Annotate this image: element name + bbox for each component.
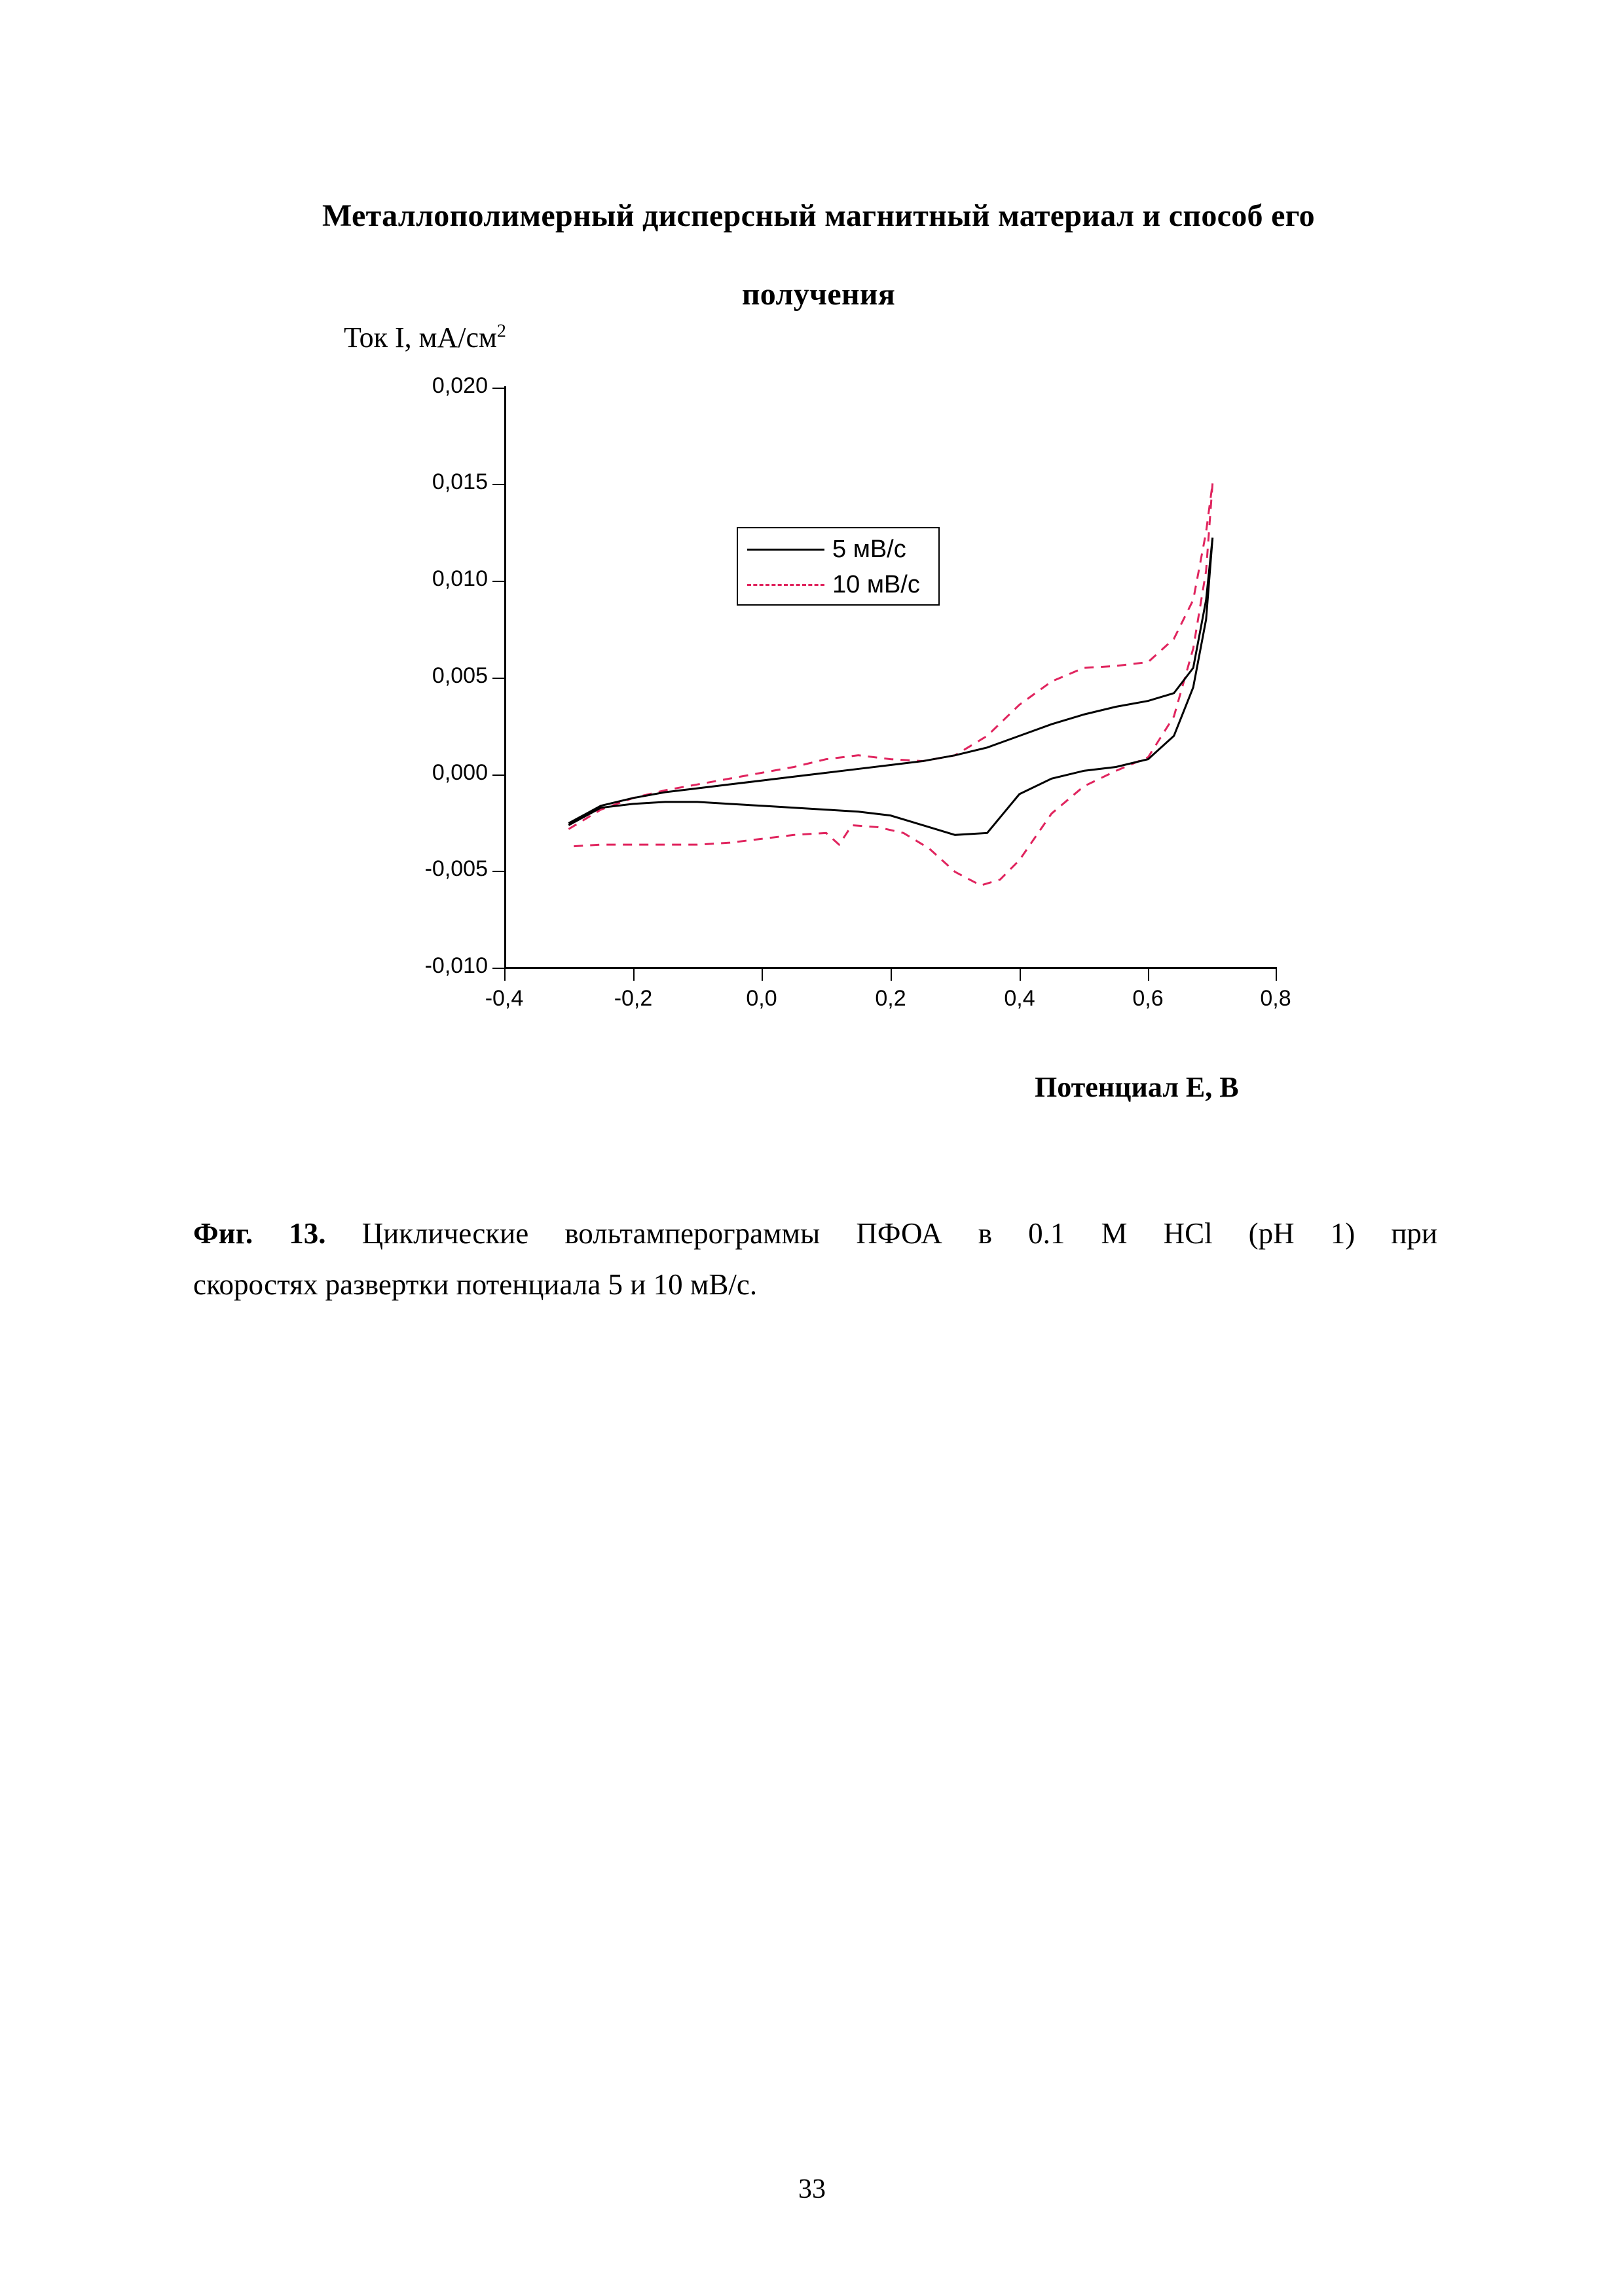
y-tick-label: 0,020	[432, 373, 488, 398]
x-tick-mark	[633, 969, 635, 981]
legend-label-10mv: 10 мВ/с	[832, 570, 920, 598]
y-tick-label: 0,015	[432, 469, 488, 494]
x-tick-mark	[1276, 969, 1277, 981]
figure-13	[282, 314, 1460, 1152]
figure-caption-line2: скоростях развертки потенциала 5 и 10 мВ/с.	[193, 1268, 758, 1301]
y-tick-label: 0,010	[432, 566, 488, 591]
legend-label-5mv: 5 мВ/с	[832, 535, 906, 563]
voltammogram-curves	[504, 386, 1277, 969]
page-number: 33	[798, 2174, 826, 2204]
figure-caption	[193, 1208, 1437, 1310]
x-tick-mark	[1148, 969, 1149, 981]
figure-caption-line1: Циклические вольтамперограммы ПФОА в 0.1 М HCl (pH 1) при	[361, 1217, 1437, 1250]
plot-area	[424, 373, 1291, 1011]
y-tick-mark	[492, 484, 504, 485]
legend-entry-5mv	[738, 531, 938, 568]
page-title	[196, 177, 1441, 334]
x-axis-title: Потенциал E, В	[1035, 1071, 1239, 1103]
y-tick-mark	[492, 388, 504, 389]
x-tick-mark	[762, 969, 763, 981]
x-tick-label: 0,2	[875, 986, 906, 1011]
legend-entry-10mv	[738, 566, 938, 603]
y-tick-mark	[492, 968, 504, 969]
x-tick-label: -0,2	[614, 986, 653, 1011]
page-title-line2: получения	[741, 277, 896, 312]
y-axis-title	[344, 321, 506, 354]
x-tick-label: -0,4	[485, 986, 524, 1011]
y-tick-mark	[492, 774, 504, 776]
y-axis-title-text: Ток I, мА/см	[344, 321, 497, 354]
legend-key-solid-icon	[747, 543, 824, 556]
x-tick-label: 0,0	[746, 986, 777, 1011]
figure-caption-label: Фиг. 13.	[193, 1217, 326, 1250]
x-tick-label: 0,6	[1132, 986, 1164, 1011]
y-tick-mark	[492, 871, 504, 872]
y-tick-label: 0,000	[432, 760, 488, 785]
legend-key-dashed-icon	[747, 578, 824, 591]
x-tick-mark	[1020, 969, 1021, 981]
y-tick-label: -0,005	[424, 856, 488, 881]
y-tick-label: 0,005	[432, 663, 488, 688]
y-tick-mark	[492, 581, 504, 582]
y-tick-label: -0,010	[424, 953, 488, 978]
y-axis-title-sup: 2	[496, 321, 506, 342]
page-title-line1: Металлополимерный дисперсный магнитный материал и способ его	[322, 198, 1315, 233]
x-tick-mark	[891, 969, 892, 981]
x-tick-label: 0,8	[1260, 986, 1291, 1011]
chart-legend	[737, 527, 940, 606]
y-tick-mark	[492, 678, 504, 679]
x-tick-mark	[504, 969, 506, 981]
x-tick-label: 0,4	[1004, 986, 1035, 1011]
